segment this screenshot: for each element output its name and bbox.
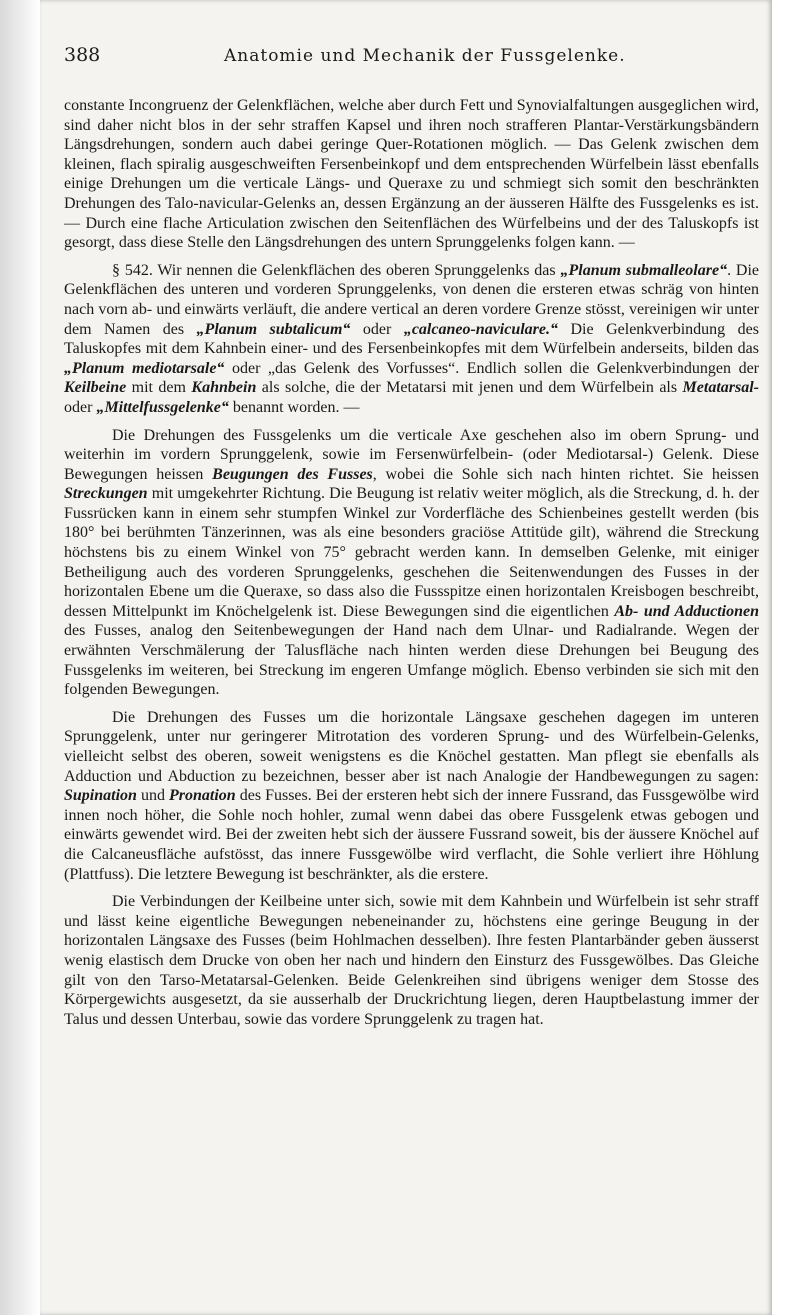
text-run: . Die Gelenkflächen des unteren und vorderen Sprunggelenks, von denen die ersteren etwas schräg von hinten nach vorn ab- und einwärts verläuft, die andere vertical an deren vordere Grenze stösst, vereinigen wir unter dem Namen des (64, 261, 760, 338)
text-run: Die Drehungen des Fussgelenks um die verticale Axe geschehen also im obern Sprung- und weiterhin im vordern Sprunggelenk, sowie im Fersenwürfelbein- (oder Mediotarsal-) Gelenk. Diese Bewegungen heissen (64, 426, 759, 483)
emphasized-term: Kahnbein (191, 379, 257, 397)
emphasized-term: „Mittelfussgelenke“ (96, 398, 229, 416)
paragraph-2-section-542 (64, 261, 759, 418)
page-header (64, 44, 760, 72)
text-run: Die Verbindungen der Keilbeine unter sich, sowie mit dem Kahnbein und Würfelbein ist sehr straff und lässt keine eigentliche Bewegungen nebeneinander zu, höchstens eine geringe Beugung in der horizontalen Längsaxe des Fusses (beim Hohlmachen desselben). Ihre festen Plantarbänder geben äusserst wenig elastisch dem Drucke von oben her nach und hindern den Einsturz des Fussgewölbes. Das Gleiche gilt von den Tarso-Metatarsal-Gelenken. Beide Gelenkreihen sind übrigens weniger dem Stosse des Körpergewichts ausgesetzt, da sie ausserhalb der Druckrichtung liegen, deren Hauptbelastung immer der Talus und dessen Unterbau, sowie das vordere Sprunggelenk zu tragen hat. (64, 893, 759, 1028)
page-gutter-shadow (0, 0, 40, 1315)
text-run: mit umgekehrter Richtung. Die Beugung ist relativ weiter möglich, als die Streckung, d. h. der Fussrücken kann in einem sehr stumpfen Winkel zur Vorderfläche des Schienbeines gestellt werden (bis 180° bei berühmten Tänzerinnen, was als eine besonders graciöse Attitüde gilt), während die Streckung höchstens bis zu einem Winkel von 75° gebracht werden kann. In demselben Gelenke, mit einiger Betheiligung auch des vorderen Sprunggelenks, geschehen die Seitenwendungen des Fusses in der horizontalen Ebene um die Queraxe, so dass also die Fussspitze einen horizontalen Kreisbogen beschreibt, dessen Mittelpunkt im Knöchelgelenk ist. Diese Bewegungen sind die eigentlichen (64, 485, 759, 620)
text-run: oder (350, 320, 404, 338)
emphasized-term: Metatarsal- (682, 379, 759, 397)
text-run: Die Drehungen des Fusses um die horizontale Längsaxe geschehen dagegen im unteren Sprunggelenk, unter nur geringerer Mitrotation des vorderen Sprung- und des Würfelbein-Gelenks, vielleicht selbst des oberen, soweit wenigstens es die Knöchel gestatten. Man pflegt sie ebenfalls als Adduction und Abduction zu bezeichnen, besser aber ist nach Analogie der Handbewegungen zu sagen: (64, 708, 759, 785)
text-run: als solche, die der Metatarsi mit jenen und dem Würfelbein als (256, 379, 683, 397)
emphasized-term: Ab- und Adductionen (614, 602, 760, 620)
page-number: 388 (64, 44, 101, 66)
page-edge (772, 0, 800, 1315)
text-run: mit dem (126, 379, 192, 397)
running-head: Anatomie und Mechanik der Fussgelenke. (224, 46, 626, 66)
text-run: des Fusses, analog den Seitenbewegungen der Hand nach dem Ulnar- und Radialrande. Wegen der erwähnten Verschmälerung der Talusfläche nach hinten werden diese Drehungen bei Beugung des Fussgelenks im weiteren, bei Streckung im engeren Umfange möglich. Ebenso verbinden sie sich mit den folgenden Bewegungen. (64, 622, 759, 699)
text-run: benannt worden. — (228, 398, 360, 416)
text-run: Die Gelenkverbindung des Taluskopfes mit dem Kahnbein einer- und des Fersenbeinkopfes mit dem Würfelbein anderseits, bilden das (64, 320, 759, 358)
text-run: des Fusses. Bei der ersteren hebt sich der innere Fussrand, das Fussgewölbe wird innen noch höher, die Sohle noch hohler, zumal wenn dabei das obere Fussgelenk etwas gebogen und einwärts gewendet wird. Bei der zweiten hebt sich der äussere Fussrand soweit, bis der äussere Knöchel auf die Calcaneusfläche aufstösst, das innere Fussgewölbe wird verflacht, die Sohle verliert ihre Höhlung (Plattfuss). Die letztere Bewegung ist beschränkter, als die erstere. (64, 787, 760, 883)
emphasized-term: „Planum mediotarsale“ (64, 359, 225, 377)
text-run: constante Incongruenz der Gelenkflächen, welche aber durch Fett und Synovialfaltungen ausgeglichen wird, sind daher nicht blos in der sehr straffen Kapsel und ihren noch strafferen Plantar-Verstärkungsbändern Längsdrehungen, sondern auch dabei geringe Quer-Rotationen möglich. — Das Gelenk zwischen dem kleinen, flach spiralig ausgeschweiften Fersenbeinkopf und dem entsprechenden Würfelbein lässt ebenfalls einige Drehungen um die verticale Längs- und Queraxe zu und schmiegt sich somit den beschränkten Drehungen des Talo-navicular-Gelenks an, dessen Ergänzung an der äusseren Hälfte des Fussgelenks es ist. — Durch eine flache Articulation zwischen den Seitenflächen des Würfelbeins und der des Taluskopfs ist gesorgt, dass diese Stelle den Längsdrehungen des untern Sprunggelenks folgen kann. — (64, 97, 759, 252)
paragraph-5 (64, 892, 759, 1029)
paragraph-1 (64, 96, 759, 253)
emphasized-term: „Planum submalleolare“ (560, 261, 728, 279)
paragraph-4 (64, 708, 759, 884)
emphasized-term: „calcaneo-naviculare.“ (403, 320, 559, 338)
emphasized-term: Supination (64, 787, 137, 805)
text-run: oder (64, 398, 97, 416)
emphasized-term: Keilbeine (64, 379, 127, 397)
page-body (64, 96, 759, 1037)
emphasized-term: Streckungen (64, 485, 148, 503)
paragraph-3 (64, 426, 759, 700)
text-run: oder „das Gelenk des Vorfusses“. Endlich sollen die Gelenkverbindungen der (224, 359, 759, 377)
text-run: , wobei die Sohle sich nach hinten richtet. Sie heissen (372, 465, 760, 483)
text-run: und (136, 787, 169, 805)
emphasized-term: Pronation (169, 787, 236, 805)
emphasized-term: „Planum subtalicum“ (196, 320, 351, 338)
emphasized-term: Beugungen des Fusses (212, 465, 373, 483)
text-run: § 542. Wir nennen die Gelenkflächen des oberen Sprunggelenks das (112, 261, 561, 279)
